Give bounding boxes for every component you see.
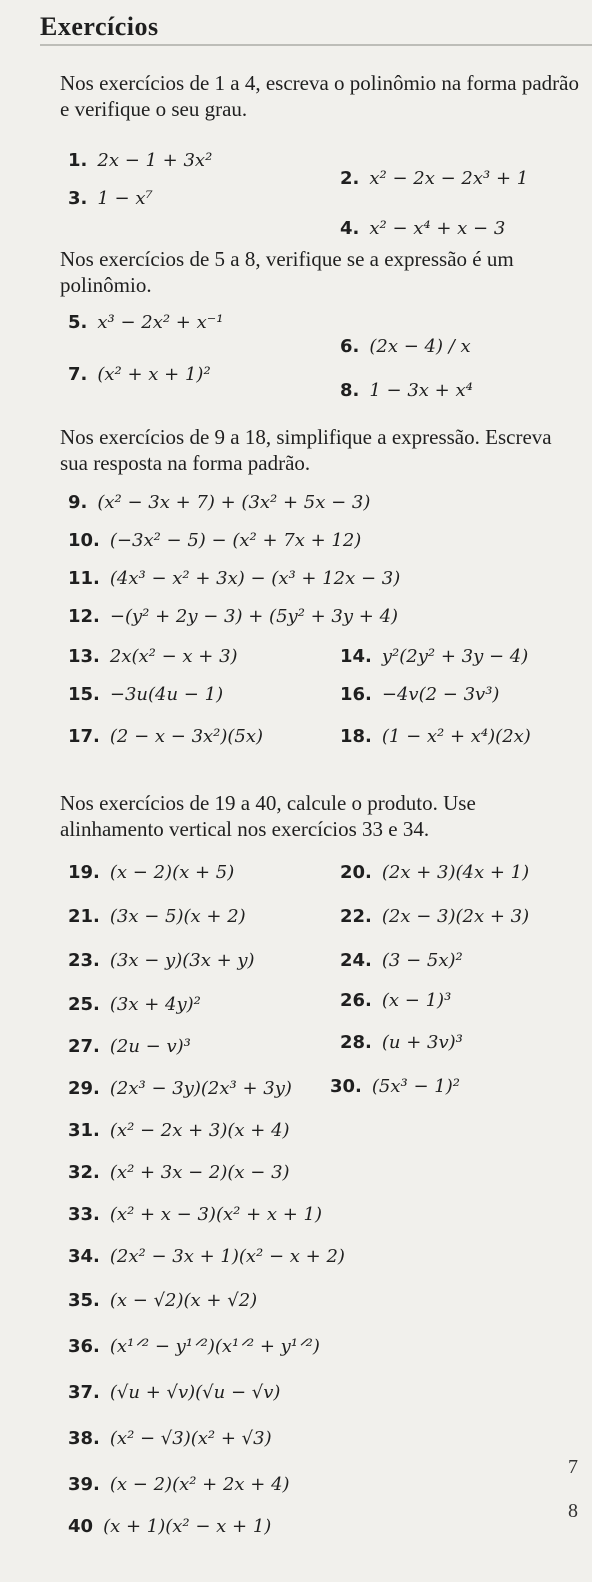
instruction-19-40: Nos exercícios de 19 a 40, calcule o produto. Use alinhamento vertical nos exercícios 33 e 34. xyxy=(60,791,476,841)
exercise-24: 24. (3 − 5x)² xyxy=(340,950,463,971)
exercise-15: 15. −3u(4u − 1) xyxy=(68,684,224,705)
exercise-11: 11. (4x³ − x² + 3x) − (x³ + 12x − 3) xyxy=(68,568,401,589)
exercise-27: 27. (2u − v)³ xyxy=(68,1036,191,1057)
exercise-39: 39. (x − 2)(x² + 2x + 4) xyxy=(68,1474,290,1495)
exercise-21: 21. (3x − 5)(x + 2) xyxy=(68,906,246,927)
exercise-23: 23. (3x − y)(3x + y) xyxy=(68,950,255,971)
title-divider xyxy=(40,44,592,46)
exercise-29: 29. (2x³ − 3y)(2x³ + 3y) xyxy=(68,1078,292,1099)
exercise-32: 32. (x² + 3x − 2)(x − 3) xyxy=(68,1162,290,1183)
exercise-28: 28. (u + 3v)³ xyxy=(340,1032,463,1053)
exercise-33: 33. (x² + x − 3)(x² + x + 1) xyxy=(68,1204,323,1225)
exercise-2: 2. x² − 2x − 2x³ + 1 xyxy=(340,168,529,189)
exercise-16: 16. −4v(2 − 3v³) xyxy=(340,684,500,705)
exercise-34: 34. (2x² − 3x + 1)(x² − x + 2) xyxy=(68,1246,345,1267)
exercise-25: 25. (3x + 4y)² xyxy=(68,994,201,1015)
exercise-38: 38. (x² − √3)(x² + √3) xyxy=(68,1428,272,1449)
margin-mark-8: 8 xyxy=(568,1500,578,1522)
exercise-4: 4. x² − x⁴ + x − 3 xyxy=(340,218,506,239)
instruction-1-4: Nos exercícios de 1 a 4, escreva o polinômio na forma padrão e verifique o seu grau. xyxy=(60,71,579,121)
exercise-19: 19. (x − 2)(x + 5) xyxy=(68,862,235,883)
exercise-26: 26. (x − 1)³ xyxy=(340,990,452,1011)
section-title: Exercícios xyxy=(40,12,159,41)
exercise-10: 10. (−3x² − 5) − (x² + 7x + 12) xyxy=(68,530,362,551)
exercise-6: 6. (2x − 4) / x xyxy=(340,336,471,357)
exercise-9: 9. (x² − 3x + 7) + (3x² + 5x − 3) xyxy=(68,492,371,513)
instruction-9-18: Nos exercícios de 9 a 18, simplifique a expressão. Escreva sua resposta na forma padrão. xyxy=(60,425,552,475)
exercise-31: 31. (x² − 2x + 3)(x + 4) xyxy=(68,1120,290,1141)
exercise-8: 8. 1 − 3x + x⁴ xyxy=(340,380,473,401)
exercise-22: 22. (2x − 3)(2x + 3) xyxy=(340,906,530,927)
exercise-36: 36. (x¹ᐟ² − y¹ᐟ²)(x¹ᐟ² + y¹ᐟ²) xyxy=(68,1336,320,1357)
exercise-3: 3. 1 − x⁷ xyxy=(68,188,153,209)
instruction-5-8: Nos exercícios de 5 a 8, verifique se a expressão é um polinômio. xyxy=(60,247,514,297)
exercise-30: 30. (5x³ − 1)² xyxy=(330,1076,460,1097)
exercise-37: 37. (√u + √v)(√u − √v) xyxy=(68,1382,281,1403)
exercise-18: 18. (1 − x² + x⁴)(2x) xyxy=(340,726,531,747)
exercise-1: 1. 2x − 1 + 3x² xyxy=(68,150,213,171)
exercise-17: 17. (2 − x − 3x²)(5x) xyxy=(68,726,264,747)
exercise-13: 13. 2x(x² − x + 3) xyxy=(68,646,238,667)
exercise-20: 20. (2x + 3)(4x + 1) xyxy=(340,862,530,883)
exercise-40: 40 (x + 1)(x² − x + 1) xyxy=(68,1516,272,1537)
exercise-12: 12. −(y² + 2y − 3) + (5y² + 3y + 4) xyxy=(68,606,399,627)
exercise-14: 14. y²(2y² + 3y − 4) xyxy=(340,646,529,667)
margin-mark-7: 7 xyxy=(568,1456,578,1478)
exercise-35: 35. (x − √2)(x + √2) xyxy=(68,1290,258,1311)
exercise-5: 5. x³ − 2x² + x⁻¹ xyxy=(68,312,224,333)
exercise-7: 7. (x² + x + 1)² xyxy=(68,364,211,385)
